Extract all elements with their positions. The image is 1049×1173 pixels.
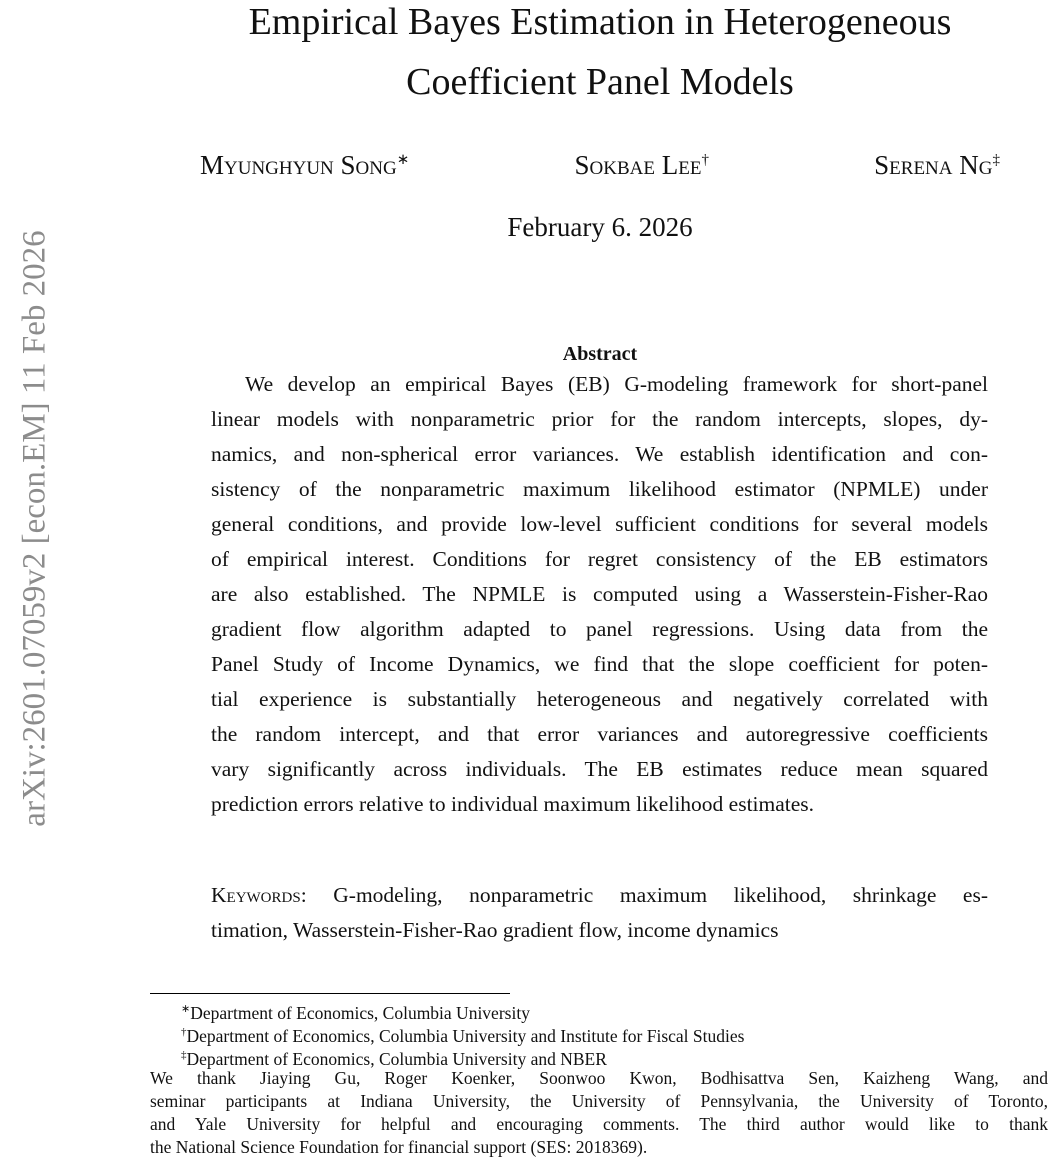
author-name: Sokbae Lee [574,150,702,180]
acknowledgement [150,1067,1048,1159]
abstract-line: Panel Study of Income Dynamics, we find that the slope coefficient for poten- [211,652,988,676]
keywords-text: G-modeling, nonparametric maximum likelihood, shrinkage es- [333,883,989,907]
keywords-line [211,878,988,913]
acknowledgement-line: seminar participants at Indiana University, the University of Pennsylvania, the University of Toronto, [150,1091,1048,1111]
footnote [150,998,1048,1021]
author [874,150,1000,181]
abstract-line: of empirical interest. Conditions for regret consistency of the EB estimators [211,547,988,571]
footnote-text: Department of Economics, Columbia University and NBER [186,1048,607,1069]
author [575,150,709,181]
author [200,150,409,181]
abstract-line: vary significantly across individuals. The EB estimates reduce mean squared [211,757,988,781]
footnote-text: Department of Economics, Columbia University and Institute for Fiscal Studies [186,1025,745,1046]
acknowledgement-line: and Yale University for helpful and encouraging comments. The third author would like to thank [150,1114,1048,1134]
abstract-line: gradient flow algorithm adapted to panel regressions. Using data from the [211,617,988,641]
abstract-line: We develop an empirical Bayes (EB) G-modeling framework for short-panel [245,372,988,396]
keywords-label: Keywords: [211,883,307,907]
footnotes [150,998,1048,1159]
title-line-2: Coefficient Panel Models [406,61,794,103]
abstract-line: tial experience is substantially heterogeneous and negatively correlated with [211,687,988,711]
footnote [150,1021,1048,1044]
abstract-line: sistency of the nonparametric maximum likelihood estimator (NPMLE) under [211,477,988,501]
abstract-heading: Abstract [562,343,638,365]
author-mark: † [701,152,709,168]
keywords-line: timation, Wasserstein-Fisher-Rao gradient flow, income dynamics [211,918,779,942]
abstract-line: are also established. The NPMLE is computed using a Wasserstein-Fisher-Rao [211,582,988,606]
footnote [150,1044,1048,1067]
abstract-body [211,367,988,822]
abstract-line: the random intercept, and that error variances and autoregressive coefficients [211,722,988,746]
abstract-line: namics, and non-spherical error variances. We establish identification and con- [211,442,988,466]
acknowledgement-line: the National Science Foundation for financial support (SES: 2018369). [150,1137,648,1157]
footnote-mark: † [181,1026,187,1038]
author-name: Myunghyun Song [200,150,397,180]
author-name: Serena Ng [874,150,993,180]
author-list [200,150,1000,181]
abstract-line: prediction errors relative to individual maximum likelihood estimates. [211,792,815,816]
footnote-mark: ∗ [181,1003,191,1015]
footnote-mark: ‡ [181,1049,187,1061]
acknowledgement-line: We thank Jiaying Gu, Roger Koenker, Soonwoo Kwon, Bodhisattva Sen, Kaizheng Wang, and [150,1068,1048,1088]
abstract-line: linear models with nonparametric prior for the random intercepts, slopes, dy- [211,407,988,431]
footnote-text: Department of Economics, Columbia University [190,1002,530,1023]
author-mark: ‡ [992,152,1000,168]
footnote-rule [150,993,510,994]
arxiv-stamp: arXiv:2601.07059v2 [econ.EM] 11 Feb 2026 [16,230,53,827]
author-mark: ∗ [396,152,410,168]
keywords [211,878,988,948]
abstract-line: general conditions, and provide low-level sufficient conditions for several models [211,512,988,536]
date: February 6. 2026 [507,212,693,242]
title-line-1: Empirical Bayes Estimation in Heterogeneous [248,1,952,43]
